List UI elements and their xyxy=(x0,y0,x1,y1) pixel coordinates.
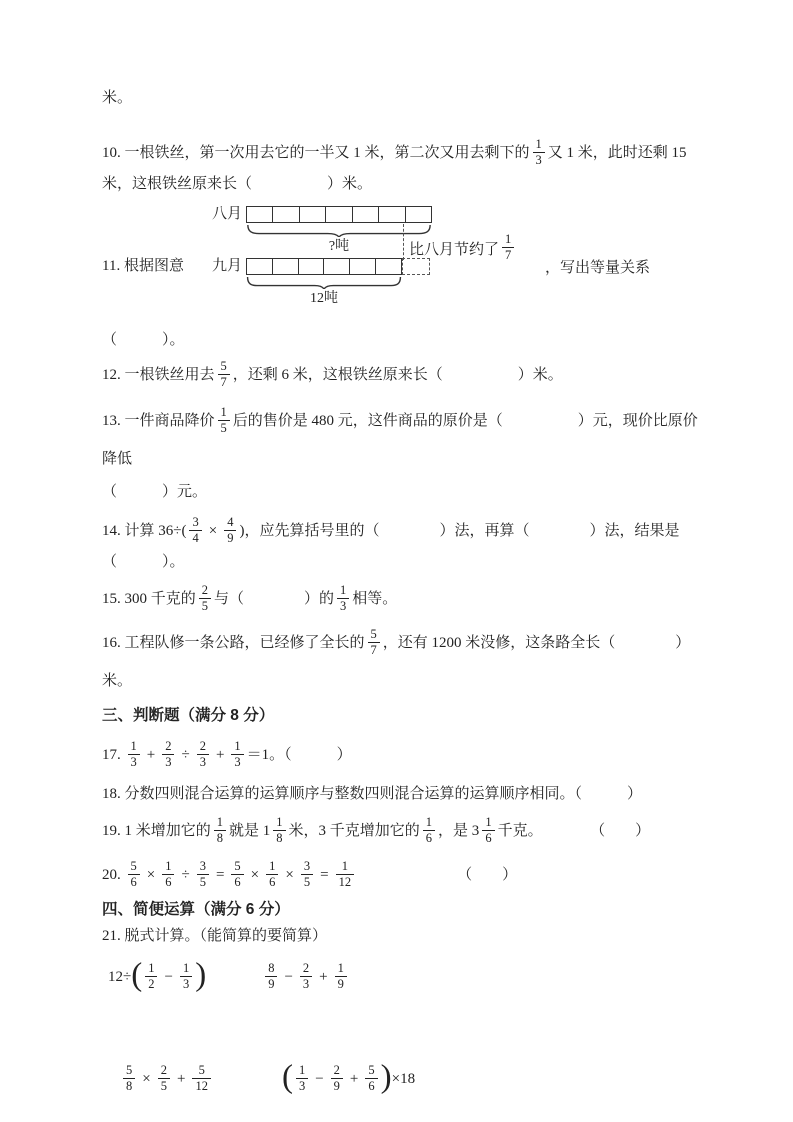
expression-3 xyxy=(120,1064,214,1095)
fraction-denominator: 12 xyxy=(195,1078,208,1093)
august-brace xyxy=(246,225,432,237)
expression-row-1 xyxy=(102,954,707,1000)
fraction xyxy=(365,1063,377,1094)
august-label: 八月 xyxy=(212,206,243,222)
question-19 xyxy=(102,812,707,850)
equals-operator: = xyxy=(320,867,329,883)
fraction-numerator: 5 xyxy=(218,359,230,375)
fraction-numerator: 2 xyxy=(331,1063,343,1079)
question-16-text-a: 16. 工程队修一条公路，已经修了全长的 xyxy=(102,635,365,651)
minus-operator: − xyxy=(315,1070,324,1087)
august-bar xyxy=(246,206,432,223)
bar-cell xyxy=(247,259,273,274)
multiply-operator: × xyxy=(208,523,218,539)
fraction xyxy=(335,961,347,992)
fraction-denominator: 6 xyxy=(485,831,492,846)
fraction-numerator: 1 xyxy=(533,137,545,153)
fraction-denominator: 3 xyxy=(535,153,542,168)
question-10-text-b: 又 1 米，此时还剩 15 xyxy=(547,145,687,161)
question-12 xyxy=(102,356,707,394)
question-21: 21. 脱式计算。（能简算的要简算） xyxy=(102,928,328,944)
fraction-denominator: 8 xyxy=(276,831,283,846)
fraction-numerator: 2 xyxy=(162,739,174,755)
fraction xyxy=(123,1063,135,1094)
fraction-numerator: 1 xyxy=(335,961,347,977)
question-14-line2: （ ）。 xyxy=(102,554,185,570)
september-amount-label: 12吨 xyxy=(310,291,338,306)
fraction xyxy=(482,815,494,846)
equals-operator: = xyxy=(215,867,225,883)
fraction-numerator: 1 xyxy=(502,232,514,248)
plus-operator: + xyxy=(215,747,225,763)
fraction-numerator: 1 xyxy=(162,859,174,875)
fraction-denominator: 9 xyxy=(337,976,344,991)
fraction-denominator: 6 xyxy=(425,831,433,846)
fraction-numerator: 4 xyxy=(224,515,236,531)
bar-cell xyxy=(376,259,401,274)
fraction xyxy=(502,232,514,263)
question-10-line2: 米，这根铁丝原来长（ ）米。 xyxy=(102,176,373,192)
bar-cell xyxy=(350,259,376,274)
plus-operator: + xyxy=(176,1070,186,1087)
fraction-numerator: 1 xyxy=(214,815,226,831)
fraction-numerator: 5 xyxy=(192,1063,211,1079)
august-amount-label: ?吨 xyxy=(328,239,350,254)
question-17-number: 17. xyxy=(102,747,125,763)
question-16-text-b: ，还有 1200 米没修，这条路全长（ ）米。 xyxy=(102,635,691,689)
minus-operator: − xyxy=(284,968,293,985)
fraction-denominator: 3 xyxy=(234,755,241,770)
fraction-denominator: 5 xyxy=(303,875,311,890)
fraction-numerator: 1 xyxy=(423,815,435,831)
bar-cell xyxy=(324,259,350,274)
expression-1-prefix: 12÷ xyxy=(108,968,132,985)
question-19-text-a: 19. 1 米增加它的 xyxy=(102,823,211,839)
question-16 xyxy=(102,624,707,700)
fraction-numerator: 3 xyxy=(197,859,209,875)
bar-cell xyxy=(300,207,326,222)
question-10-line1 xyxy=(102,134,707,172)
fraction-numerator: 2 xyxy=(197,739,209,755)
divide-operator: ÷ xyxy=(181,867,190,883)
fraction-numerator: 2 xyxy=(199,583,211,599)
question-14-text-a: 14. 计算 36÷( xyxy=(102,523,187,539)
fraction-denominator: 7 xyxy=(505,248,512,262)
question-12-text-b: ，还剩 6 米，这根铁丝原来长（ ）米。 xyxy=(232,367,563,383)
fraction xyxy=(336,859,355,890)
fraction-denominator: 5 xyxy=(160,1078,167,1093)
september-label: 九月 xyxy=(212,258,243,274)
multiply-operator: × xyxy=(142,1070,151,1087)
question-19-text-e: 千克。 xyxy=(497,823,543,839)
fraction xyxy=(197,739,209,770)
multiply-operator: × xyxy=(146,867,156,883)
plus-operator: + xyxy=(146,747,156,763)
fraction xyxy=(180,961,192,992)
multiply-operator: × xyxy=(285,867,294,883)
question-11-diagram xyxy=(102,200,707,318)
left-paren: ( xyxy=(281,1058,293,1095)
question-10-text-a: 10. 一根铁丝，第一次用去它的一半又 1 米，第二次又用去剩下的 xyxy=(102,145,530,161)
fraction xyxy=(214,815,226,846)
plus-operator: + xyxy=(349,1070,359,1087)
multiply-operator: × xyxy=(250,867,260,883)
fraction-denominator: 8 xyxy=(216,831,224,846)
fraction xyxy=(231,739,243,770)
september-saved-cell xyxy=(402,258,430,275)
expression-row-2 xyxy=(102,1056,707,1102)
fraction-numerator: 1 xyxy=(296,1063,308,1079)
fraction-denominator: 5 xyxy=(199,875,206,890)
fraction xyxy=(224,515,236,546)
fraction xyxy=(533,137,545,168)
fraction xyxy=(128,739,140,770)
question-17 xyxy=(102,736,707,774)
fraction-numerator: 5 xyxy=(231,859,243,875)
minus-operator: − xyxy=(164,968,173,985)
bar-cell xyxy=(379,207,405,222)
fraction-denominator: 6 xyxy=(368,1078,375,1093)
fraction-denominator: 6 xyxy=(130,875,137,890)
question-13-line2: （ ）元。 xyxy=(102,484,208,500)
fraction xyxy=(218,405,230,436)
fraction xyxy=(192,1063,211,1094)
question-15-text-c: 相等。 xyxy=(352,591,398,607)
bar-cell xyxy=(273,207,299,222)
fraction xyxy=(189,515,201,546)
fraction-numerator: 5 xyxy=(365,1063,377,1079)
fraction-denominator: 9 xyxy=(333,1078,340,1093)
fraction-numerator: 1 xyxy=(180,961,192,977)
fraction xyxy=(197,859,209,890)
section-3-heading: 三、判断题（满分 8 分） xyxy=(102,707,275,724)
fraction-denominator: 4 xyxy=(192,531,199,546)
fraction-denominator: 7 xyxy=(370,643,377,658)
plus-operator: + xyxy=(319,968,328,985)
fraction-numerator: 2 xyxy=(300,961,312,977)
fraction-denominator: 12 xyxy=(338,875,352,890)
fraction-denominator: 8 xyxy=(126,1078,133,1093)
question-15-text-a: 15. 300 千克的 xyxy=(102,591,196,607)
fraction-denominator: 3 xyxy=(199,755,206,770)
bar-cell xyxy=(247,207,273,222)
fraction-numerator: 1 xyxy=(218,405,230,421)
question-13-text-b: 后的售价是 480 元，这件商品的原价是（ ）元，现价比原价降低 xyxy=(102,413,698,467)
fraction-numerator: 3 xyxy=(301,859,313,875)
fraction-numerator: 1 xyxy=(336,859,355,875)
bar-cell xyxy=(406,207,431,222)
question-19-text-d: ，是 3 xyxy=(438,823,480,839)
fraction-denominator: 3 xyxy=(298,1078,306,1093)
bar-cell xyxy=(299,259,325,274)
fraction-numerator: 1 xyxy=(231,739,243,755)
bar-cell xyxy=(353,207,379,222)
fraction-numerator: 2 xyxy=(158,1063,170,1079)
fraction xyxy=(273,815,285,846)
question-13-text-a: 13. 一件商品降价 xyxy=(102,413,215,429)
fraction-denominator: 9 xyxy=(268,976,275,991)
question-11-line2: （ ）。 xyxy=(102,332,185,348)
fraction-numerator: 5 xyxy=(368,627,380,643)
fraction-denominator: 7 xyxy=(220,375,227,390)
question-20 xyxy=(102,856,707,894)
question-11-label: 11. 根据图意 xyxy=(102,258,184,274)
fraction-denominator: 3 xyxy=(130,755,137,770)
fraction xyxy=(423,815,435,846)
fraction-numerator: 1 xyxy=(482,815,494,831)
fraction-denominator: 3 xyxy=(302,976,310,991)
fraction xyxy=(296,1063,308,1094)
question-19-text-c: 米，3 千克增加它的 xyxy=(288,823,420,839)
question-15 xyxy=(102,580,707,618)
fraction-denominator: 5 xyxy=(220,421,227,436)
fraction xyxy=(231,859,243,890)
fraction-numerator: 8 xyxy=(265,961,277,977)
question-12-text-a: 12. 一根铁丝用去 xyxy=(102,367,215,383)
expression-1 xyxy=(108,956,207,994)
right-paren: ) xyxy=(380,1058,392,1095)
question-17-tail: ＝1。（ ） xyxy=(246,747,352,763)
fraction-numerator: 3 xyxy=(189,515,201,531)
september-bar xyxy=(246,258,402,275)
question-19-text-b: 就是 1 xyxy=(229,823,271,839)
question-14-text-b: )，应先算括号里的（ ）法，再算（ ）法，结果是 xyxy=(239,523,680,539)
fraction-denominator: 5 xyxy=(201,599,209,614)
fraction xyxy=(158,1063,170,1094)
fraction xyxy=(331,1063,343,1094)
dashed-guide-line xyxy=(403,224,404,260)
right-paren: ) xyxy=(195,956,207,993)
divide-operator: ÷ xyxy=(181,747,190,763)
expression-4-suffix: ×18 xyxy=(391,1070,416,1087)
fraction-numerator: 1 xyxy=(145,961,157,977)
fraction-denominator: 9 xyxy=(227,531,234,546)
fraction-denominator: 6 xyxy=(234,875,241,890)
fraction-numerator: 5 xyxy=(123,1063,135,1079)
expression-2 xyxy=(262,962,350,993)
fraction-numerator: 1 xyxy=(266,859,278,875)
question-18: 18. 分数四则混合运算的运算顺序与整数四则混合运算的运算顺序相同。（ ） xyxy=(102,786,643,802)
bar-cell xyxy=(273,259,299,274)
fraction xyxy=(199,583,211,614)
answer-parens: （ ） xyxy=(457,867,518,883)
fraction xyxy=(218,359,230,390)
fraction xyxy=(301,859,313,890)
expression-4 xyxy=(281,1058,416,1096)
question-20-number: 20. xyxy=(102,867,125,883)
fraction-numerator: 1 xyxy=(273,815,285,831)
fraction-denominator: 6 xyxy=(269,875,276,890)
question-14-line1 xyxy=(102,512,707,550)
answer-parens: （ ） xyxy=(597,823,651,839)
fraction-denominator: 3 xyxy=(182,976,190,991)
fraction xyxy=(368,627,380,658)
question-15-text-b: 与（ ）的 xyxy=(214,591,335,607)
fraction-numerator: 1 xyxy=(337,583,349,599)
fraction xyxy=(145,961,157,992)
fraction-denominator: 2 xyxy=(148,976,155,991)
fraction xyxy=(162,859,174,890)
section-4-heading: 四、简便运算（满分 6 分） xyxy=(102,901,290,918)
fraction xyxy=(337,583,349,614)
fraction-denominator: 3 xyxy=(165,755,172,770)
question-13-line1 xyxy=(102,402,707,478)
september-brace xyxy=(246,277,402,289)
left-paren: ( xyxy=(131,956,143,993)
fraction xyxy=(128,859,140,890)
carryover-text: 米。 xyxy=(102,90,133,106)
fraction-denominator: 3 xyxy=(340,599,347,614)
fraction-numerator: 5 xyxy=(128,859,140,875)
question-11-tail: ，写出等量关系 xyxy=(545,260,651,276)
fraction xyxy=(265,961,277,992)
savings-note-text: 比八月节约了 xyxy=(409,242,500,258)
fraction-denominator: 6 xyxy=(165,875,172,890)
fraction xyxy=(300,961,312,992)
fraction xyxy=(162,739,174,770)
fraction xyxy=(266,859,278,890)
fraction-numerator: 1 xyxy=(128,739,140,755)
bar-cell xyxy=(326,207,352,222)
